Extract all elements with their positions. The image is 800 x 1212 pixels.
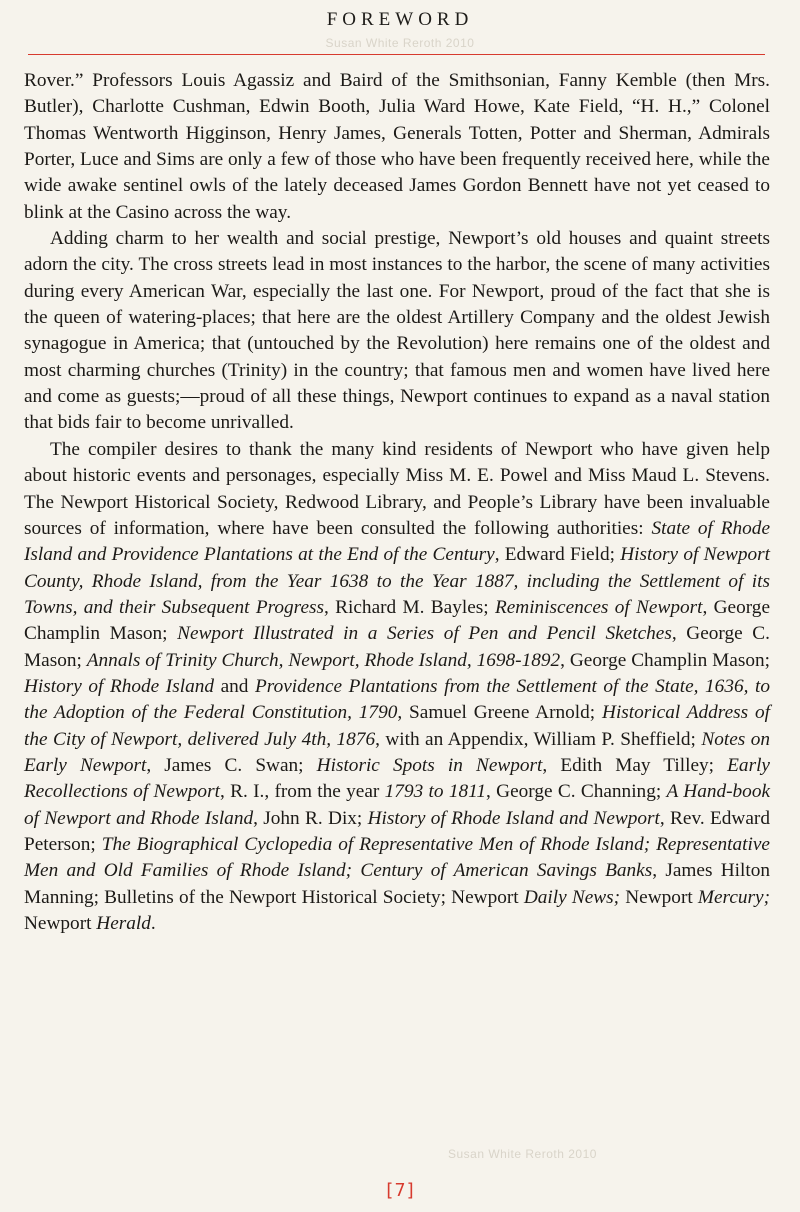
running-head: FOREWORD [326, 9, 474, 30]
italic-title-run: Providence Plantations from the Settlement of the State, 1636, to the Adoption of the Federal Constitution, 1790 [24, 675, 770, 724]
text-run: , Samuel Greene Arnold; [397, 702, 603, 724]
text-run: Rover.” Professors Louis Agassiz and Baird of the Smithsonian, Fanny Kemble (then Mrs. Butler), Charlotte Cushman, Edwin Booth, Julia Ward Howe, Kate Field, “H. H.,” Colonel Thomas Wentworth Higginson, Henry James, Generals Totten, Potter and Sherman, Admirals Porter, Luce and Sims are only a few of those who have been frequently received here, while the wide awake sentinel owls of the lately deceased James Gordon Bennett have not yet ceased to blink at the Casino across the way. [24, 70, 770, 223]
text-run: , with an Appendix, William P. Sheffield; [375, 728, 702, 750]
text-run: , Richard M. Bayles; [324, 596, 495, 618]
italic-title-run: State of Rhode Island and Providence Plantations at the End of the Century [24, 517, 771, 566]
text-run: , James C. Swan; [146, 754, 317, 776]
watermark-bottom: Susan White Reroth 2010 [448, 1147, 597, 1161]
body-text [24, 68, 770, 937]
paragraph [24, 68, 770, 226]
page-number: [7] [383, 1180, 417, 1201]
text-run: , Edith May Tilley; [542, 754, 728, 776]
italic-title-run: Annals of Trinity Church, Newport, Rhode Island, 1698-1892 [86, 649, 561, 671]
text-run: Newport [620, 886, 698, 908]
italic-title-run: Historic Spots in Newport [316, 754, 543, 776]
italic-title-run: Herald [96, 913, 151, 934]
text-run: Adding charm to her wealth and social prestige, Newport’s old houses and quaint streets adorn the city. The cross streets lead in most instances to the harbor, the scene of many activities during every American War, especially the last one. For Newport, proud of the fact that she is the queen of watering-places; that here are the oldest Artillery Company and the oldest Jewish synagogue in America; that (untouched by the Revolution) here remains one of the oldest and most charming churches (Trinity) in the country; that famous men and women have lived here and come as guests;—proud of all these things, Newport continues to expand as a naval station that bids fair to become unrivalled. [24, 228, 770, 434]
paragraph [24, 437, 770, 938]
italic-title-run: History of Rhode Island [24, 675, 215, 697]
text-run: , R. I., from the year [219, 781, 385, 803]
italic-title-run: Historical Address of the City of Newport, delivered July 4th, 1876 [24, 702, 770, 750]
header-rule [28, 54, 765, 55]
text-run: The compiler desires to thank the many kind residents of Newport who have given help about historic events and personages, especially Miss M. E. Powel and Miss Maud L. Stevens. The Newport Historical Society, Redwood Library, and People’s Library have been invaluable sources of information, where have been consulted the following authorities: [24, 438, 770, 539]
text-run: , George Champlin Mason; [24, 596, 771, 645]
italic-title-run: Notes on Early Newport [24, 728, 770, 776]
italic-title-run: Reminiscences of Newport [494, 596, 703, 618]
italic-title-run: 1793 to 1811 [384, 781, 486, 803]
text-run: , George C. Channing; [486, 781, 667, 803]
paragraph [24, 226, 770, 437]
text-run: and [214, 675, 255, 697]
italic-title-run: Early Recollections of Newport [24, 754, 770, 803]
text-run: , George C. Mason; [24, 623, 770, 671]
text-run: Newport [24, 913, 97, 934]
text-run: . [150, 913, 156, 934]
text-run: , James Hilton Manning; Bulletins of the Newport Historical Society; Newport [24, 860, 771, 908]
text-run: , Edward Field; [494, 544, 621, 566]
italic-title-run: Daily News; [523, 886, 621, 908]
watermark-top: Susan White Reroth 2010 [325, 36, 475, 50]
italic-title-run: History of Rhode Island and Newport [367, 807, 660, 829]
text-run: , George Champlin Mason; [560, 649, 770, 671]
italic-title-run: Newport Illustrated in a Series of Pen and Pencil Sketches [177, 623, 672, 645]
text-run: , Rev. Edward Peterson; [24, 807, 770, 855]
italic-title-run: A Hand-book of Newport and Rhode Island [24, 781, 771, 829]
italic-title-run: The Biographical Cyclopedia of Representative Men of Rhode Island; Representative Men and Old Families of Rhode Island; Century of American Savings Banks [24, 833, 770, 882]
text-run: , John R. Dix; [253, 807, 368, 829]
italic-title-run: History of Newport County, Rhode Island, from the Year 1638 to the Year 1887, including the Settlement of its Towns, and their Subsequent Progress [24, 544, 771, 618]
italic-title-run: Mercury; [697, 886, 770, 908]
